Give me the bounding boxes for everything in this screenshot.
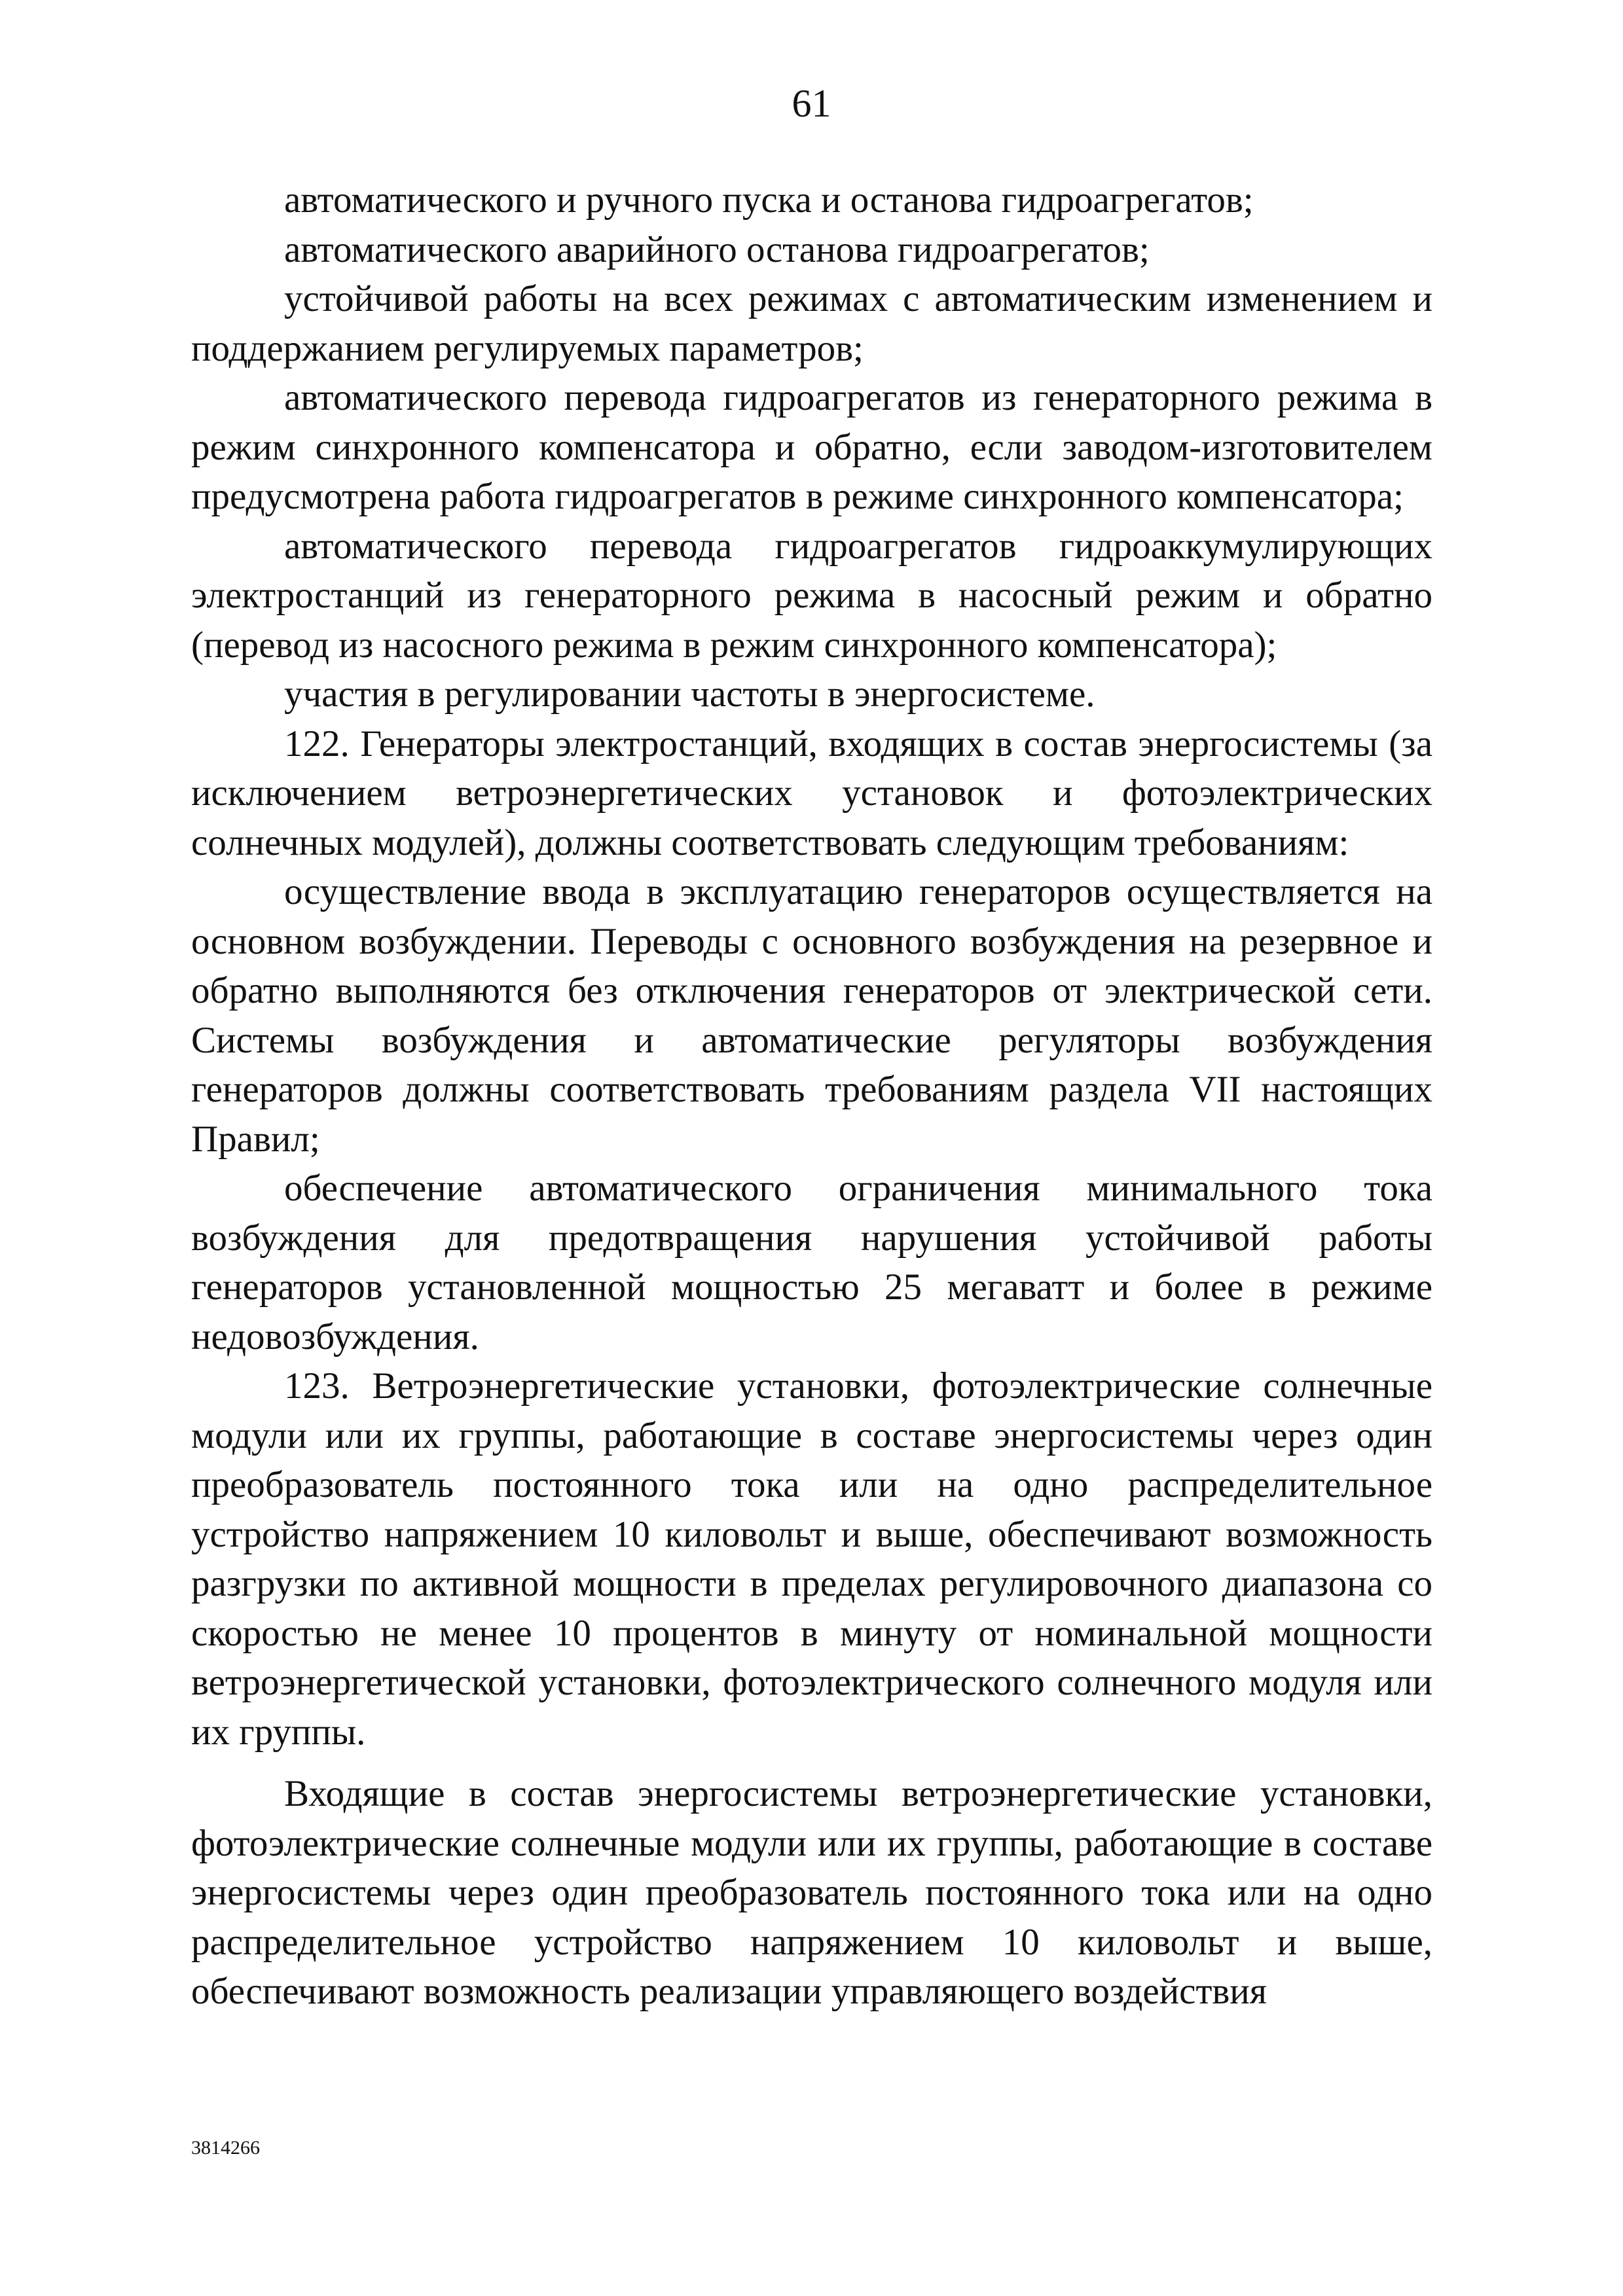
paragraph-control-action: Входящие в состав энергосистемы ветроэнергетические установки, фотоэлектрические солнечные модули или их группы, работающие в составе энергосистемы через один преобразователь постоянного тока или на одно распределительное устройство напряжением 10 киловольт и выше, обеспечивают возможность реализации управляющего воздействия	[191, 1773, 1432, 2012]
document-code: 3814266	[191, 2137, 260, 2159]
paragraph-clause-122: 122. Генераторы электростанций, входящих в состав энергосистемы (за исключением ветроэнергетических установок и фотоэлектрических солнечных модулей), должны соответствовать следующим требованиям:	[191, 723, 1432, 863]
paragraph-start-stop: автоматического и ручного пуска и останова гидроагрегатов;	[284, 179, 1254, 221]
paragraph-pumped-storage: автоматического перевода гидроагрегатов гидроаккумулирующих электростанций из генераторного режима в насосный режим и обратно (перевод из насосного режима в режим синхронного компенсатора);	[191, 525, 1432, 666]
paragraph-emergency-stop: автоматического аварийного останова гидроагрегатов;	[284, 228, 1150, 270]
paragraph-stable-operation: устойчивой работы на всех режимах с автоматическим изменением и поддержанием регулируемых параметров;	[191, 278, 1432, 369]
paragraph-frequency-regulation: участия в регулировании частоты в энергосистеме.	[284, 673, 1095, 715]
document-body	[191, 175, 1432, 2017]
paragraph-excitation: осуществление ввода в эксплуатацию генераторов осуществляется на основном возбуждении. Переводы с основного возбуждения на резервное и обратно выполняются без отключения генераторов от электрической сети. Системы возбуждения и автоматические регуляторы возбуждения генераторов должны соответствовать требованиям раздела VII настоящих Правил;	[191, 871, 1432, 1160]
paragraph-compensator-mode: автоматического перевода гидроагрегатов из генераторного режима в режим синхронного компенсатора и обратно, если заводом-изготовителем предусмотрена работа гидроагрегатов в режиме синхронного компенсатора;	[191, 377, 1432, 517]
paragraph-underexcitation: обеспечение автоматического ограничения минимального тока возбуждения для предотвращения нарушения устойчивой работы генераторов установленной мощностью 25 мегаватт и более в режиме недовозбуждения.	[191, 1168, 1432, 1357]
page-number: 61	[792, 82, 831, 125]
paragraph-clause-123: 123. Ветроэнергетические установки, фотоэлектрические солнечные модули или их группы, работающие в составе энергосистемы через один преобразователь постоянного тока или на одно распределительное устройство напряжением 10 киловольт и выше, обеспечивают возможность разгрузки по активной мощности в пределах регулировочного диапазона со скоростью не менее 10 процентов в минуту от номинальной мощности ветроэнергетической установки, фотоэлектрического солнечного модуля или их группы.	[191, 1365, 1432, 1753]
